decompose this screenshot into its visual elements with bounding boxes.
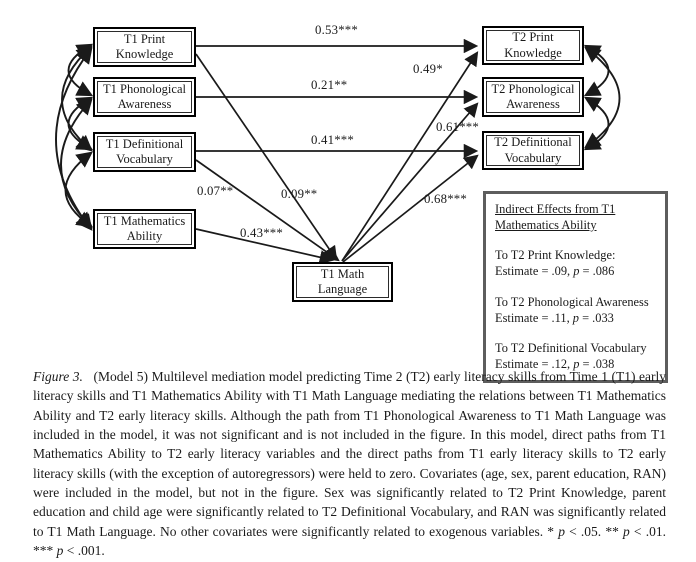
- correlation-arcs-left: [56, 45, 91, 229]
- arrow-mathlang-t2print: [342, 53, 477, 261]
- coef-t1print-mathlang: 0.09**: [281, 187, 318, 201]
- arrow-mathlang-t2def: [343, 156, 477, 262]
- node-t1-mathematics-ability: T1 Mathematics Ability: [93, 209, 196, 249]
- indirect-effect-entry-phono: [495, 294, 657, 326]
- indirect-effect-estimate: Estimate = .09, p = .086: [495, 264, 615, 279]
- coef-t1def-t2def: 0.41***: [311, 133, 354, 147]
- node-t1-phonological-awareness: T1 Phonological Awareness: [93, 77, 196, 117]
- indirect-effect-target: To T2 Phonological Awareness: [495, 294, 649, 309]
- coef-t1def-mathlang: 0.07**: [197, 184, 234, 198]
- coef-mathlang-t2phono: 0.61***: [436, 120, 479, 134]
- arc-t1print-t1def: [62, 47, 91, 150]
- node-t2-definitional-vocabulary: T2 Definitional Vocabulary: [482, 131, 584, 170]
- figure-caption: Figure 3. (Model 5) Multilevel mediation model predicting Time 2 (T2) early literacy skills from Time 1 (T1) early literacy skills and T1 Mathematics Ability with T1 Math Language mediating the relations between T1 Mathematics Ability and T2 early literacy skills. Although the path from T1 Phonological Awareness to T1 Math Language was included in the model, it was not significant and is not included in the figure. In this model, direct paths from T1 Mathematics Ability to T2 early literacy variables and the direct paths from T1 early literacy skills to T2 early literacy skills (with the exception of autoregressors) were held to zero. Covariates (age, sex, parent education, RAN) were included in the model, but not in the figure. Sex was significantly related to T2 Print Knowledge, parent education and child age were significantly related to T2 Definitional Vocabulary, and RAN was significantly related to T1 Math Language. No other covariates were significantly related to exogenous variables. * p < .05. ** p < .01. *** p < .001.: [33, 369, 666, 559]
- node-t2-phonological-awareness: T2 Phonological Awareness: [482, 77, 584, 117]
- arc-t1print-t1math: [56, 49, 91, 229]
- coef-t1math-mathlang: 0.43***: [240, 226, 283, 240]
- arc-t1phono-t1def: [69, 98, 92, 149]
- node-t1-math-language: T1 Math Language: [292, 262, 393, 302]
- indirect-effect-target: To T2 Definitional Vocabulary: [495, 340, 647, 355]
- node-t2-print-knowledge: T2 Print Knowledge: [482, 26, 584, 65]
- indirect-effect-target: To T2 Print Knowledge:: [495, 248, 616, 263]
- arc-t2print-t2phono: [586, 46, 609, 95]
- indirect-effects-title: Indirect Effects from T1 Mathematics Ability: [495, 202, 616, 233]
- indirect-effects-box: [483, 191, 668, 383]
- coef-t1phono-t2phono: 0.21**: [311, 78, 348, 92]
- coef-t1print-t2print: 0.53***: [315, 23, 358, 37]
- node-t1-definitional-vocabulary: T1 Definitional Vocabulary: [93, 132, 196, 172]
- indirect-effect-estimate: Estimate = .12, p = .038: [495, 356, 615, 371]
- node-t1-print-knowledge: T1 Print Knowledge: [93, 27, 196, 67]
- paths-from-math-language: [342, 53, 477, 262]
- indirect-effect-estimate: Estimate = .11, p = .033: [495, 310, 614, 325]
- correlation-arcs-right: [586, 46, 620, 149]
- arc-t2print-t2def: [586, 48, 620, 147]
- indirect-effect-entry-print: [495, 247, 657, 279]
- coef-mathlang-t2def: 0.68***: [424, 192, 467, 206]
- coef-mathlang-t2print: 0.49*: [413, 62, 443, 76]
- arc-t2phono-t2def: [586, 98, 609, 149]
- arc-t1def-t1math: [66, 153, 92, 226]
